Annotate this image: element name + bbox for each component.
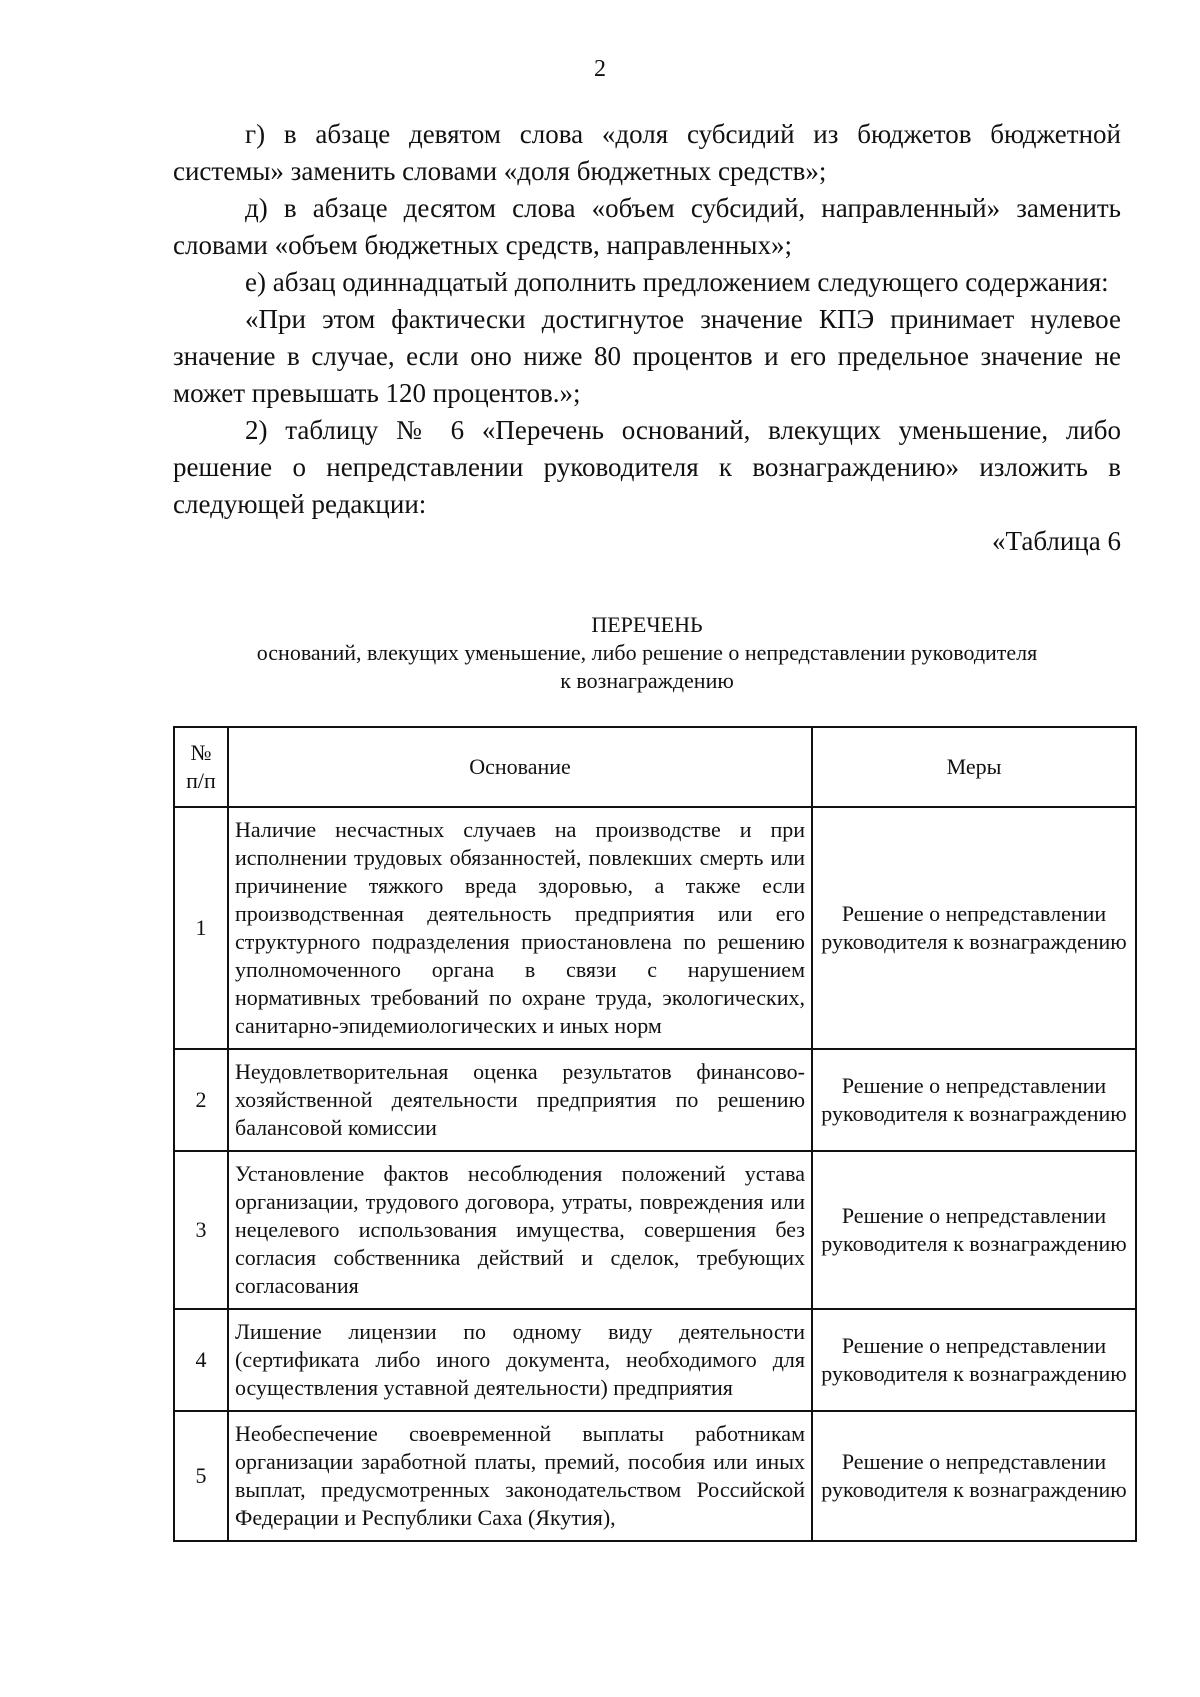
row-num: 2 bbox=[174, 1049, 228, 1151]
table-row bbox=[174, 807, 1136, 1049]
paragraph-d: д) в абзаце десятом слова «объем субсидий, направленный» заменить словами «объем бюджетных средств, направленных»; bbox=[173, 193, 1121, 260]
table-caption: «Таблица 6 bbox=[992, 526, 1121, 556]
list-subtitle-line-2: к вознаграждению bbox=[560, 668, 734, 693]
row-measure: Решение о непредставлении руководителя к вознаграждению bbox=[812, 807, 1136, 1049]
document-body bbox=[173, 116, 1121, 560]
row-basis: Лишение лицензии по одному виду деятельности (сертификата либо иного документа, необходимого для осуществления уставной деятельности) предприятия bbox=[228, 1309, 812, 1411]
row-measure: Решение о непредставлении руководителя к вознаграждению bbox=[812, 1049, 1136, 1151]
list-title bbox=[173, 611, 1121, 695]
row-measure: Решение о непредставлении руководителя к вознаграждению bbox=[812, 1151, 1136, 1309]
page-number: 2 bbox=[594, 56, 606, 82]
paragraph-g: г) в абзаце девятом слова «доля субсидий из бюджетов бюджетной системы» заменить словами «доля бюджетных средств»; bbox=[173, 119, 1121, 186]
list-subtitle-line-1: оснований, влекущих уменьшение, либо решение о непредставлении руководителя bbox=[256, 640, 1038, 665]
row-measure: Решение о непредставлении руководителя к вознаграждению bbox=[812, 1411, 1136, 1541]
header-measures: Меры bbox=[812, 727, 1136, 807]
row-num: 1 bbox=[174, 807, 228, 1049]
row-basis: Наличие несчастных случаев на производстве и при исполнении трудовых обязанностей, повлекших смерть или причинение тяжкого вреда здоровью, а также если производственная деятельность предприятия или его структурного подразделения приостановлена по решению уполномоченного органа в связи с нарушением нормативных требований по охране труда, экологических, санитарно-эпидемиологических и иных норм bbox=[228, 807, 812, 1049]
row-num: 4 bbox=[174, 1309, 228, 1411]
table-row bbox=[174, 1309, 1136, 1411]
table-row bbox=[174, 1151, 1136, 1309]
table-row bbox=[174, 1411, 1136, 1541]
row-num: 5 bbox=[174, 1411, 228, 1541]
paragraph-quote: «При этом фактически достигнутое значение КПЭ принимает нулевое значение в случае, если оно ниже 80 процентов и его предельное значение не может превышать 120 процентов.»; bbox=[173, 304, 1121, 408]
row-measure: Решение о непредставлении руководителя к вознаграждению bbox=[812, 1309, 1136, 1411]
paragraph-table-intro: 2) таблицу № 6 «Перечень оснований, влекущих уменьшение, либо решение о непредставлении руководителя к вознаграждению» изложить в следующей редакции: bbox=[173, 415, 1121, 519]
row-basis: Неудовлетворительная оценка результатов финансово-хозяйственной деятельности предприятия по решению балансовой комиссии bbox=[228, 1049, 812, 1151]
grounds-table bbox=[173, 726, 1137, 1542]
header-basis: Основание bbox=[228, 727, 812, 807]
row-basis: Необеспечение своевременной выплаты работникам организации заработной платы, премий, пособия или иных выплат, предусмотренных законодательством Российской Федерации и Республики Саха (Якутия), bbox=[228, 1411, 812, 1541]
header-num: № п/п bbox=[174, 727, 228, 807]
paragraph-e: е) абзац одиннадцатый дополнить предложением следующего содержания: bbox=[245, 267, 1109, 297]
table-header-row bbox=[174, 727, 1136, 807]
list-heading: ПЕРЕЧЕНЬ bbox=[591, 612, 703, 637]
row-num: 3 bbox=[174, 1151, 228, 1309]
table-row bbox=[174, 1049, 1136, 1151]
row-basis: Установление фактов несоблюдения положений устава организации, трудового договора, утраты, повреждения или нецелевого использования имущества, совершения без согласия собственника действий и сделок, требующих согласования bbox=[228, 1151, 812, 1309]
